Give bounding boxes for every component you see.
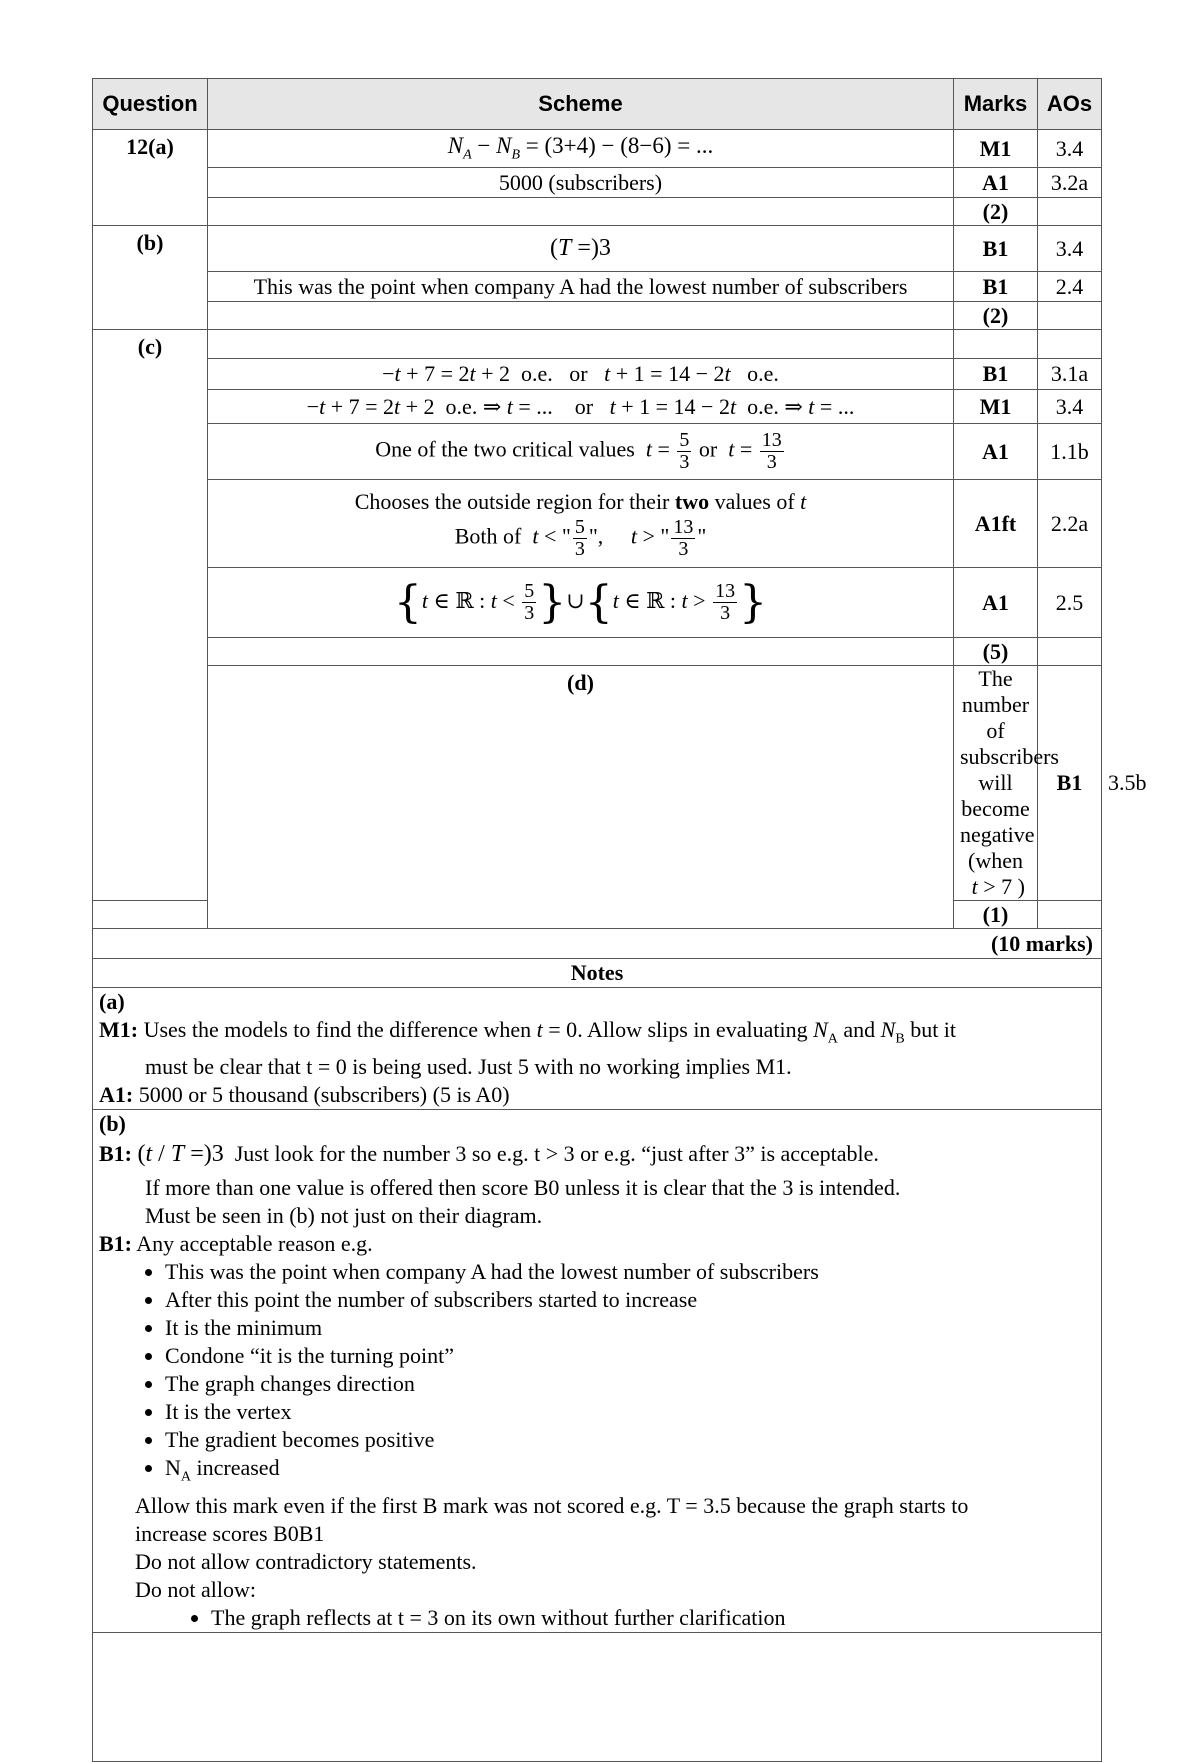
table-row — [93, 390, 1102, 424]
subtotal-cell: (2) — [954, 198, 1038, 226]
question-label: (b) — [93, 226, 208, 330]
header-marks: Marks — [954, 79, 1038, 130]
scheme-cell — [208, 330, 954, 359]
grand-total: (10 marks) — [93, 929, 1102, 959]
ao-cell: 3.2a — [1038, 168, 1102, 198]
table-row: (d) The number of subscribers will become negative (when t > 7 ) B1 3.5b — [93, 666, 1102, 901]
mark-cell — [954, 330, 1038, 359]
table-row — [93, 480, 1102, 568]
notes-b-label: (b) — [99, 1111, 126, 1137]
notes-title: Notes — [93, 959, 1102, 988]
table-header — [93, 79, 1102, 130]
list-item: • It is the vertex — [165, 1398, 1095, 1426]
ao-cell — [1038, 901, 1102, 929]
ao-cell: 2.2a — [1038, 480, 1102, 568]
header-question: Question — [93, 79, 208, 130]
list-item: • This was the point when company A had the lowest number of subscribers — [165, 1258, 1095, 1286]
scheme-cell: (T =)3 — [208, 226, 954, 272]
mark-cell: M1 — [954, 130, 1038, 168]
scheme-cell: −t + 7 = 2t + 2 o.e. ⇒ t = ... or t + 1 = 14 − 2t o.e. ⇒ t = ... — [208, 390, 954, 424]
list-item: • The graph changes direction — [165, 1370, 1095, 1398]
ao-cell — [1038, 198, 1102, 226]
ao-cell: 3.1a — [1038, 359, 1102, 390]
mark-cell: B1 — [1038, 666, 1102, 901]
ao-cell: 3.4 — [1038, 226, 1102, 272]
subtotal-cell: (2) — [954, 302, 1038, 330]
header-scheme: Scheme — [208, 79, 954, 130]
ao-cell — [1038, 330, 1102, 359]
mark-cell: A1ft — [954, 480, 1038, 568]
table-row — [93, 130, 1102, 168]
ao-cell: 3.4 — [1038, 130, 1102, 168]
ao-cell: 2.5 — [1038, 568, 1102, 638]
list-item: • $N_A$ increased — [165, 1454, 1095, 1491]
scheme-cell: This was the point when company A had the lowest number of subscribers — [208, 272, 954, 302]
table-row — [93, 226, 1102, 272]
question-label: (d) — [208, 666, 954, 929]
scheme-cell: {t ∈ ℝ : t < $\frac{5}{3}$ }∪{t ∈ ℝ : t > $\frac{13}{3}$ } — [208, 568, 954, 638]
list-item: • After this point the number of subscribers started to increase — [165, 1286, 1095, 1314]
table-row — [93, 302, 1102, 330]
mark-cell: B1 — [954, 272, 1038, 302]
list-item: • Condone “it is the turning point” — [165, 1342, 1095, 1370]
notes-b: (b) B1: (t / T =)3 Just look for the number 3 so e.g. t > 3 or e.g. “just after 3” is acceptable. If more than one value is offered then score B0 unless it is clear that the 3 is intended. Must be seen in (b) not just on their diagram. B1: Any acceptable reason e.g. • This was the point when company A had the lowest number of subscribers • After this point the number of subscribers started to increase • It is the minimum • Condone “it is the turning point” • The graph changes direction • It is the vertex • The gradient becomes positive • $N_A$ increased Allow this mark even if the first B mark was not scored e.g. T = 3.5 because the graph starts to increase scores B0B1 Do not allow contradictory statements. Do not allow: • The graph reflects at t = 3 on its own without further clarification — [93, 1110, 1102, 1632]
mark-scheme-page — [92, 78, 1147, 1762]
mark-cell: B1 — [954, 359, 1038, 390]
reasons-list — [99, 1258, 1095, 1491]
table-row — [93, 330, 1102, 359]
critical-values-text: One of the two critical values — [375, 436, 635, 462]
table-row — [93, 568, 1102, 638]
blank-row — [93, 1632, 1102, 1761]
notes-a: (a) M1: Uses the models to find the difference when t = 0. Allow slips in evaluating $N_A$ and $N_B$ but it must be clear that t = 0 is being used. Just 5 with no working implies M1. A1: 5000 or 5 thousand (subscribers) (5 is A0) — [93, 988, 1102, 1110]
scheme-cell — [93, 901, 208, 929]
scheme-cell — [208, 302, 954, 330]
ao-cell: 2.4 — [1038, 272, 1102, 302]
not-allow-list — [99, 1604, 1095, 1632]
mark-cell: M1 — [954, 390, 1038, 424]
mark-cell: B1 — [954, 226, 1038, 272]
notes-a-label: (a) — [99, 989, 125, 1014]
scheme-cell: Chooses the outside region for their two values of t Both of t < " $\frac{5}{3}$ ", t > " $\frac{13}{3}$ " — [208, 480, 954, 568]
question-label: 12(a) — [93, 130, 208, 226]
table-row — [93, 272, 1102, 302]
table-row — [93, 929, 1102, 959]
mark-cell: A1 — [954, 424, 1038, 480]
scheme-cell: −t + 7 = 2t + 2 o.e. or t + 1 = 14 − 2t o.e. — [208, 359, 954, 390]
table-row — [93, 959, 1102, 988]
scheme-cell: One of the two critical values t = $\frac{5}{3}$ or t = $\frac{13}{3}$ — [208, 424, 954, 480]
header-aos: AOs — [1038, 79, 1102, 130]
scheme-cell: $N_A - N_B = (3+4) - (8-6)$ = ... — [208, 130, 954, 168]
list-item: • It is the minimum — [165, 1314, 1095, 1342]
ao-cell — [1038, 638, 1102, 666]
scheme-cell — [208, 198, 954, 226]
subtotal-cell: (5) — [954, 638, 1038, 666]
table-row — [93, 638, 1102, 666]
table-row — [93, 359, 1102, 390]
mark-cell: A1 — [954, 568, 1038, 638]
table-row — [93, 168, 1102, 198]
ao-cell: 1.1b — [1038, 424, 1102, 480]
table-row — [93, 198, 1102, 226]
list-item: • The gradient becomes positive — [165, 1426, 1095, 1454]
scheme-cell — [208, 638, 954, 666]
question-label: (c) — [93, 330, 208, 901]
mark-cell: A1 — [954, 168, 1038, 198]
table-row — [93, 424, 1102, 480]
subtotal-cell: (1) — [954, 901, 1038, 929]
ao-cell: 3.4 — [1038, 390, 1102, 424]
scheme-cell: 5000 (subscribers) — [208, 168, 954, 198]
mark-scheme-table — [92, 78, 1147, 1762]
list-item: • The graph reflects at t = 3 on its own without further clarification — [211, 1604, 1095, 1632]
scheme-cell: The number of subscribers will become negative (when t > 7 ) — [954, 666, 1038, 901]
ao-cell — [1038, 302, 1102, 330]
